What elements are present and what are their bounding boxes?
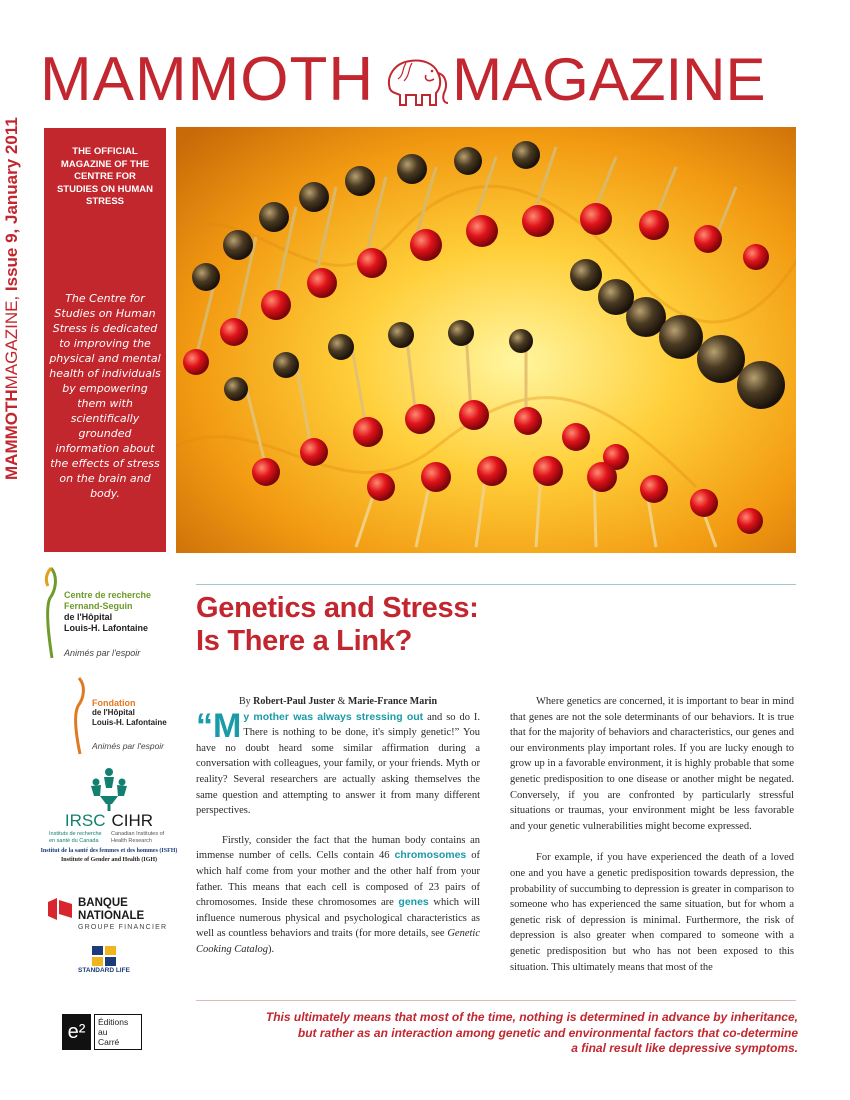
drop-cap: “M: [196, 706, 242, 745]
maple-leaf-people-icon: [86, 766, 132, 812]
pullquote-divider: [196, 1000, 796, 1001]
official-magazine-label: THE OFFICIAL MAGAZINE OF THE CENTRE FOR STUDIES ON HUMAN STRESS: [56, 146, 154, 207]
lafontaine-tagline: Animés par l'espoir: [64, 648, 141, 658]
masthead-word-magazine: MAGAZINE: [452, 46, 766, 113]
paragraph-genetics: Where genetics are concerned, it is important to bear in mind that genes are not the sole determinants of our behaviors. It is true that for the majority of behaviors and characteristics, our genes and our environments play important roles. If you are lucky enough to grow up in a favorable environment, it is highly probable that some genetic predisposition to one disease or another might be negated. Conversely, if you are confronted by particularly stressful situations or traumas, your environment might be less favorable and your genetic vulnerabilities might become expressed.: [510, 696, 794, 832]
bn-group: GROUPE FINANCIER: [78, 924, 168, 931]
title-line-2: Is There a Link?: [196, 625, 412, 657]
mission-sidebar: [44, 128, 166, 552]
side-issue-title: [2, 117, 42, 480]
paragraph-cells: Firstly, consider the fact that the human body contains an immense number of cells. Cells contain 46 chromosomes of which half come from your mother and the other half from your father. This means that each cell is composed of 23 pairs of chromosomes. Inside these chromosomes are genes which will influence numerous physical and psychological characteristics as well as countless behaviors and traits (for more details, see Genetic Cooking Catalog).: [196, 834, 480, 955]
side-title-magazine: MAGAZINE,: [2, 291, 21, 390]
pull-quote: This ultimately means that most of the time, nothing is determined in advance by inheritance, but rather as an interaction among genetic and environmental factors that co-determine a final result like depressive symptoms.: [265, 1010, 798, 1055]
article-column-2: [510, 694, 794, 975]
mission-statement: The Centre for Studies on Human Stress is dedicated to improving the physical and mental health of individuals by empowering them with scientifically grounded information about the effects of stress on the brain and body.: [49, 291, 161, 500]
sponsor-fondation: [70, 676, 200, 761]
cihr-subtitle: Instituts de recherche en santé du Canada Canadian Institutes of Health Research: [49, 831, 165, 844]
sponsor-centre-recherche: [42, 566, 192, 666]
article-title: [196, 592, 756, 658]
side-title-mammoth: MAMMOTH: [2, 389, 21, 480]
leaf-logo-icon: [42, 566, 60, 661]
sponsor-standard-life: [64, 946, 144, 990]
leaf-logo-icon: [70, 676, 88, 756]
paragraph-example: For example, if you have experienced the death of a loved one and you have a genetic predisposition towards depression, the probability of succumbing to depression is greater in comparison to someone who has experienced the same situation, but for whom a genetic risk of depression is minimal. Furthermore, the risk of depression is also greater when compared to someone with a genetic predisposition but who has not been exposed to this situation. This ultimately means that most of the: [510, 852, 794, 973]
fondation-hospital-name: de l'Hôpital Louis-H. Lafontaine: [92, 708, 167, 727]
masthead: [40, 44, 810, 116]
sponsor-cihr: [40, 766, 178, 876]
sponsor-banque-nationale: [48, 894, 172, 934]
bn-logo-icon: [48, 898, 72, 920]
institute-fr: Institut de la santé des femmes et des hommes (ISFH): [40, 848, 178, 854]
hero-dna-image: [176, 127, 796, 553]
lafontaine-hospital-name: de l'Hôpital Louis-H. Lafontaine: [64, 612, 148, 633]
article-top-divider: [196, 584, 796, 585]
e2-mark: e²: [62, 1014, 91, 1050]
article-column-1: [196, 694, 480, 958]
mammoth-logo-icon: [376, 49, 450, 111]
paragraph-intro: “My mother was always stressing out and so do I. There is nothing to be done, it's simply genetic!” You have no doubt heard some similar affirmation during a conversation with colleagues, your family, or your friends. Myth or reality? Several researchers are actually asking themselves the same question and attempting to answer it from many different perspectives.: [196, 706, 481, 817]
author-2: Marie-France Marin: [347, 696, 438, 707]
author-1: Robert-Paul Juster: [253, 696, 336, 707]
intro-lead: y mother was always stressing out: [243, 710, 424, 723]
bn-name: BANQUE NATIONALE: [78, 897, 145, 922]
standard-life-logo-icon: [92, 946, 116, 966]
term-chromosomes: chromosomes: [394, 849, 467, 862]
standard-life-name: STANDARD LIFE: [78, 967, 130, 974]
sponsor-editions-au-carre: [62, 1014, 144, 1054]
reference-genetic-cooking-catalog: Genetic Cooking Catalog: [196, 928, 480, 955]
fondation-name: Fondation: [92, 698, 136, 708]
title-line-1: Genetics and Stress:: [196, 592, 479, 624]
dna-illustration: [176, 127, 796, 553]
editions-name: Éditions au Carré: [94, 1014, 142, 1050]
byline: By Robert-Paul Juster & Marie-France Marin: [238, 696, 438, 707]
lafontaine-centre-name: Centre de recherche Fernand-Seguin: [64, 590, 152, 611]
side-title-issue: Issue 9, January 2011: [2, 117, 21, 292]
term-genes: genes: [398, 896, 429, 909]
cihr-wordmark: IRSC CIHR: [64, 811, 154, 830]
institute-en: Institute of Gender and Health (IGH): [60, 857, 158, 863]
fondation-tagline: Animés par l'espoir: [92, 741, 165, 751]
masthead-word-mammoth: MAMMOTH: [40, 45, 375, 114]
